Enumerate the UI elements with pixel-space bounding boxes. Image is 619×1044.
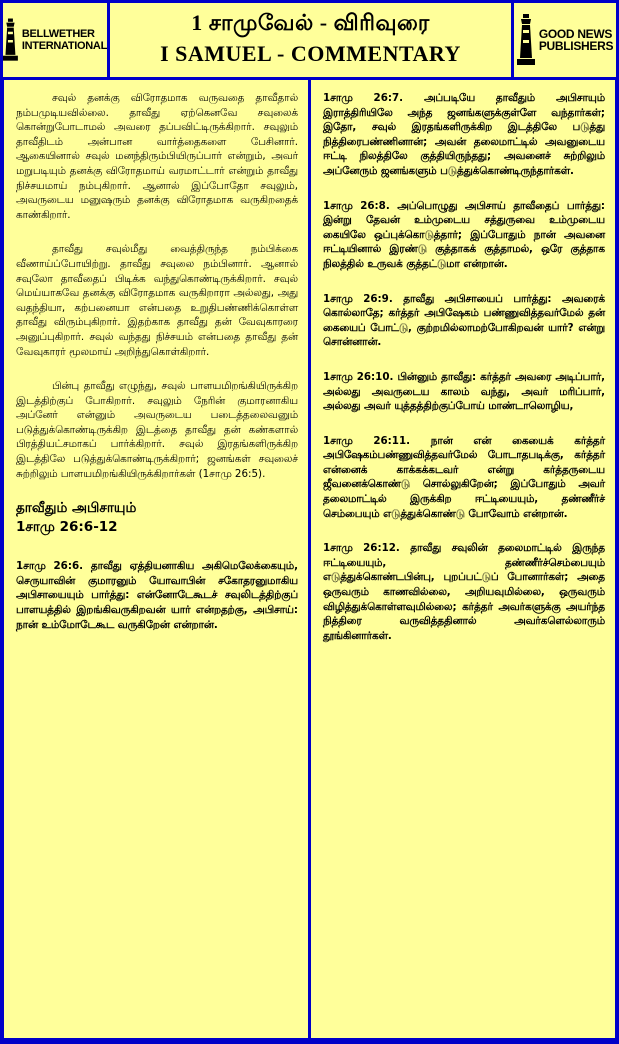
logo-line1: GOOD NEWS — [538, 27, 613, 41]
verse-paragraph: 1சாமு 26:10. பின்னும் தாவீது: கர்த்தர் அவரை அடிப்பார், அல்லது அவருடைய காலம் வந்து, அவர் மரிப்பார், அல்லது அவர் யுத்தத்திற்குப்போய் மாண்டாலொழிய, — [323, 370, 605, 413]
verse-paragraph: 1சாமு 26:8. அப்பொழுது அபிசாய் தாவீதைப் பார்த்து: இன்று தேவன் உம்முடைய சத்துருவை உம்முடைய கையிலே ஒப்புக்கொடுத்தார்; இப்போதும் நான் அவனை ஈட்டியினால் இரண்டு குத்தாகக் குத்தாமல், ஒரே குத்தாக நிலத்தில் உருவக் குத்தட்டுமா என்றான். — [323, 199, 605, 270]
logo-line1: BELLWETHER — [21, 28, 95, 40]
page-title-panel — [110, 3, 511, 77]
right-column — [311, 80, 615, 1038]
bellwether-logo — [3, 3, 107, 77]
good-news-logo — [514, 3, 616, 77]
verse-paragraph: 1சாமு 26:12. தாவீது சவுலின் தலைமாட்டில் இருந்த ஈட்டியையும், தண்ணீர்ச்செம்பையும் எடுத்துக்கொண்டபின்பு, புறப்பட்டுப் போனார்கள்; அதை ஒருவரும் காணவில்லை, அறியவுமில்லை, ஒருவரும் விழித்துக்கொள்ளவுமில்லை; கர்த்தர் அவர்களுக்கு அயர்ந்த நித்திரை வருவித்ததினால் அவர்களெல்லாரும் தூங்கினார்கள். — [323, 542, 605, 642]
lighthouse-icon — [517, 14, 535, 66]
verse-paragraph: 1சாமு 26:11. நான் என் கையைக் கர்த்தர் அபிஷேகம்பண்ணுவித்தவர்மேல் போடாதபடிக்கு, கர்த்தர் என்னைக் காக்கக்கடவர் என்று கர்த்தருடைய ஜீவனைக்கொண்டு சொல்லுகிறேன்; இப்போதும் அவர் தலைமாட்டில் இருக்கிற ஈட்டியையும், தண்ணீர்ச் செம்பையும் எடுத்துக்கொண்டு போவோம் என்றான். — [323, 434, 605, 520]
page-title-english: I SAMUEL - COMMENTARY — [160, 41, 461, 66]
logo-line2: INTERNATIONAL — [21, 40, 107, 52]
left-column — [4, 80, 308, 1038]
section-heading-reference: 1சாமு 26:6-12 — [16, 519, 118, 536]
verse-paragraph: 1சாமு 26:7. அப்படியே தாவீதும் அபிசாயும் இராத்திரியிலே அந்த ஜனங்களுக்குள்ளே வந்தார்கள்; இதோ, சவுல் இரதங்களிருக்கிற இடத்திலே படுத்து நித்திரைபண்ணினான்; அவன் தலைமாட்டில் அவனுடைய ஈட்டி நிலத்திலே குத்தியிருந்தது; அவனைச் சுற்றிலும் அப்னேரும் ஜனங்களும் படுத்துக்கொண்டிருந்தார்கள். — [323, 92, 605, 177]
verse-paragraph: 1சாமு 26:6. தாவீது ஏத்தியனாகிய அகிமெலேக்கையும், செருயாவின் குமாரனும் யோவாபின் சகோதரனுமாகிய அபிசாயையும் பார்த்து: என்னோடேகூடச் சவுலிடத்திற்குப் பாளயத்தில் இறங்கிவருகிறவன் யார் என்றதற்கு, அபிசாய்: நான் உம்மோடேகூட வருகிறேன் என்றான். — [16, 560, 298, 631]
page-title-tamil: 1 சாமுவேல் - விரிவுரை — [191, 10, 430, 35]
lighthouse-icon — [3, 14, 18, 66]
verse-paragraph: 1சாமு 26:9. தாவீது அபிசாயைப் பார்த்து: அவரைக் கொல்லாதே; கர்த்தர் அபிஷேகம் பண்ணுவித்தவர்மேல் தன் கையைப் போட்டு, குற்றமில்லாமற்போகிறவன் யார்? என்று சொன்னான். — [323, 292, 605, 349]
logo-line2: PUBLISHERS — [538, 39, 614, 53]
section-heading-title: தாவீதும் அபிசாயும் — [16, 500, 137, 517]
commentary-paragraph: சவுல் தனக்கு விரோதமாக வருவதை தாவீதால் நம்பமுடியவில்லை. தாவீது ஏற்கெனவே சவுலைக் கொன்றுபோடாமல் அவரை தப்பவிட்டிருக்கிறார். சவுலும் தாவீதிடம் அன்பான வார்த்தைகளை பேசினார். ஆகையினால் சவுல் மனந்திரும்பியிருப்பார் என்றும், அவர் மறுபடியும் தனக்கு விரோதமாய் வரமாட்டார் என்றும் தாவீது நிச்சயமாய் நம்புகிறார். ஆனால் இப்போதோ சவுலும், அவருடைய மனுஷரும் தனக்கு விரோதமாக வருகிறதைக் காண்கிறார். — [16, 92, 298, 221]
section-heading — [16, 499, 298, 537]
commentary-paragraph: பின்பு தாவீது எழுந்து, சவுல் பாளயமிறங்கியிருக்கிற இடத்திற்குப் போகிறார். சவுலும் நேரின் குமாரனாகிய அப்னேர் என்னும் அவருடைய படைத்தலைவனும் படுத்துக்கொண்டிருக்கிற இடத்தை தாவீது தன் கண்களால் பிரத்தியட்சமாகப் பார்க்கிறார். சவுல் இரதங்களிருக்கிற இடத்திலே படுத்துக்கொண்டிருக்கிறார்; ஜனங்கள் சவுலைச் சுற்றிலும் பாளயமிறங்கியிருக்கிறார்கள் (1சாமு 26:5). — [16, 380, 298, 480]
commentary-paragraph: தாவீது சவுல்மீது வைத்திருந்த நம்பிக்கை வீணாய்ப்போயிற்று. தாவீது சவுலை நம்பினார். ஆனால் சவுலோ தாவீதைப் பிடிக்க வந்துகொண்டிருக்கிறார். சவுல் மெய்யாகவே தனக்கு விரோதமாக வருகிறாரா அல்லது, அது வதந்தியா, கற்பனையா என்பதை உறுதிபண்ணிக்கொள்ள தாவீது விரும்புகிறார். இதற்காக தாவீது தன் வேவுகாரரை அனுப்புகிறார். சவுல் வந்தது நிச்சயம் என்பதை தாவீது தன் வேவுகாரர் மூலமாய் அறிந்துகொள்கிறார். — [16, 243, 298, 358]
